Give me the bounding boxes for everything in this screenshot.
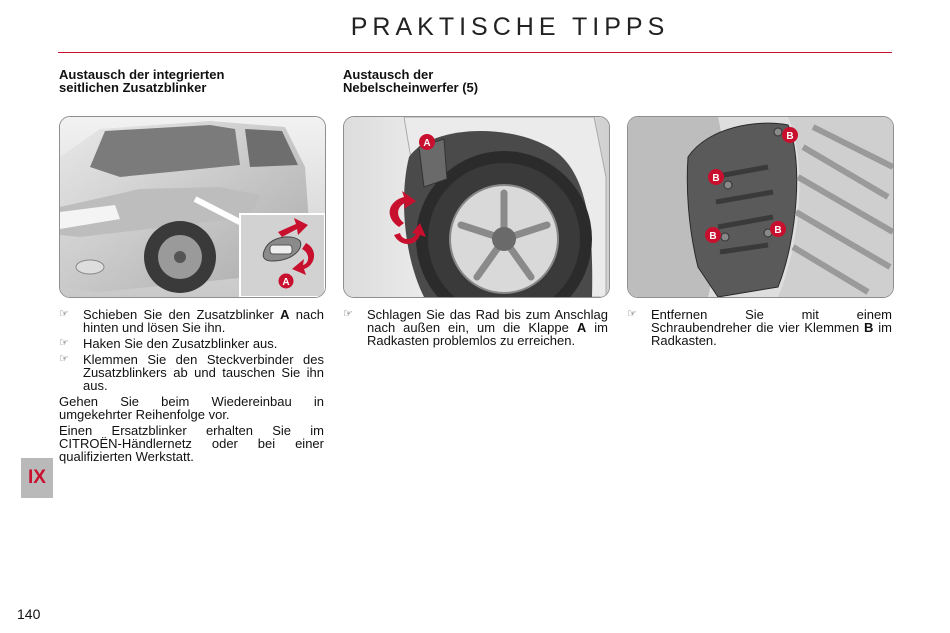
column-side-indicator: [59, 67, 324, 464]
item-text: Entfernen Sie mit einem Schraubendreher die vier Klemmen: [651, 307, 892, 335]
instruction-list: [627, 308, 892, 350]
page-number: 140: [17, 606, 41, 622]
item-text: Schieben Sie den Zusatzblinker: [83, 307, 281, 322]
heading-line: Nebelscheinwerfer (5): [343, 80, 479, 95]
figure-fog-lamp: [343, 116, 610, 298]
page-title: PRAKTISCHE TIPPS: [350, 13, 670, 41]
figure-clips: [627, 116, 894, 298]
list-item: [59, 337, 324, 350]
figure-label-a: A: [282, 277, 290, 288]
item-text: nach hinten und lösen Sie ihn.: [83, 307, 324, 335]
pointing-hand-icon: ☞: [59, 337, 69, 349]
chapter-tab: IX: [21, 458, 53, 498]
item-text: im Radkasten problemlos zu erreichen.: [367, 320, 608, 348]
item-text: Schlagen Sie das Rad bis zum Anschlag nach außen ein, um die Klappe: [367, 307, 608, 335]
list-item: [343, 308, 608, 347]
pointing-hand-icon: ☞: [59, 353, 69, 365]
paragraph: Gehen Sie beim Wiedereinbau in umgekehrter Reihenfolge vor.: [59, 394, 324, 422]
figure-label-a: A: [423, 138, 431, 149]
wheel-arch-liner-illustration: [628, 117, 893, 297]
heading-line: Austausch der: [343, 67, 434, 82]
list-item: [627, 308, 892, 347]
pointing-hand-icon: ☞: [627, 308, 637, 320]
section-heading-empty: [627, 68, 892, 112]
instruction-list: [343, 308, 608, 350]
figure-side-indicator: [59, 116, 326, 298]
instruction-list: [59, 308, 324, 466]
paragraph: Einen Ersatzblinker erhalten Sie im CITROËN-Händlernetz oder bei einer qualifizierten Werkstatt.: [59, 423, 324, 464]
item-bold: B: [864, 320, 874, 335]
title-rule: [58, 52, 892, 53]
car-front-illustration: [60, 117, 325, 297]
item-bold: A: [576, 320, 587, 335]
figure-label-b: B: [774, 225, 782, 236]
section-heading: [343, 68, 608, 112]
pointing-hand-icon: ☞: [59, 308, 69, 320]
pointing-hand-icon: ☞: [343, 308, 353, 320]
column-fog-lamps: [343, 67, 608, 348]
heading-line: Austausch der integrierten: [59, 67, 225, 82]
item-text: Klemmen Sie den Steckverbinder des Zusatzblinkers ab und tauschen Sie ihn aus.: [83, 352, 324, 393]
column-clips: [627, 68, 892, 348]
list-item: [59, 308, 324, 334]
section-heading: [59, 68, 324, 112]
item-text: im Radkasten.: [651, 320, 892, 348]
figure-label-b: B: [709, 231, 717, 242]
figure-label-b: B: [786, 131, 794, 142]
list-item: [59, 353, 324, 392]
item-bold: A: [280, 307, 290, 322]
item-text: Haken Sie den Zusatzblinker aus.: [83, 336, 278, 351]
figure-label-b: B: [712, 173, 720, 184]
wheel-arch-illustration: [344, 117, 609, 297]
heading-line: seitlichen Zusatzblinker: [59, 80, 207, 95]
